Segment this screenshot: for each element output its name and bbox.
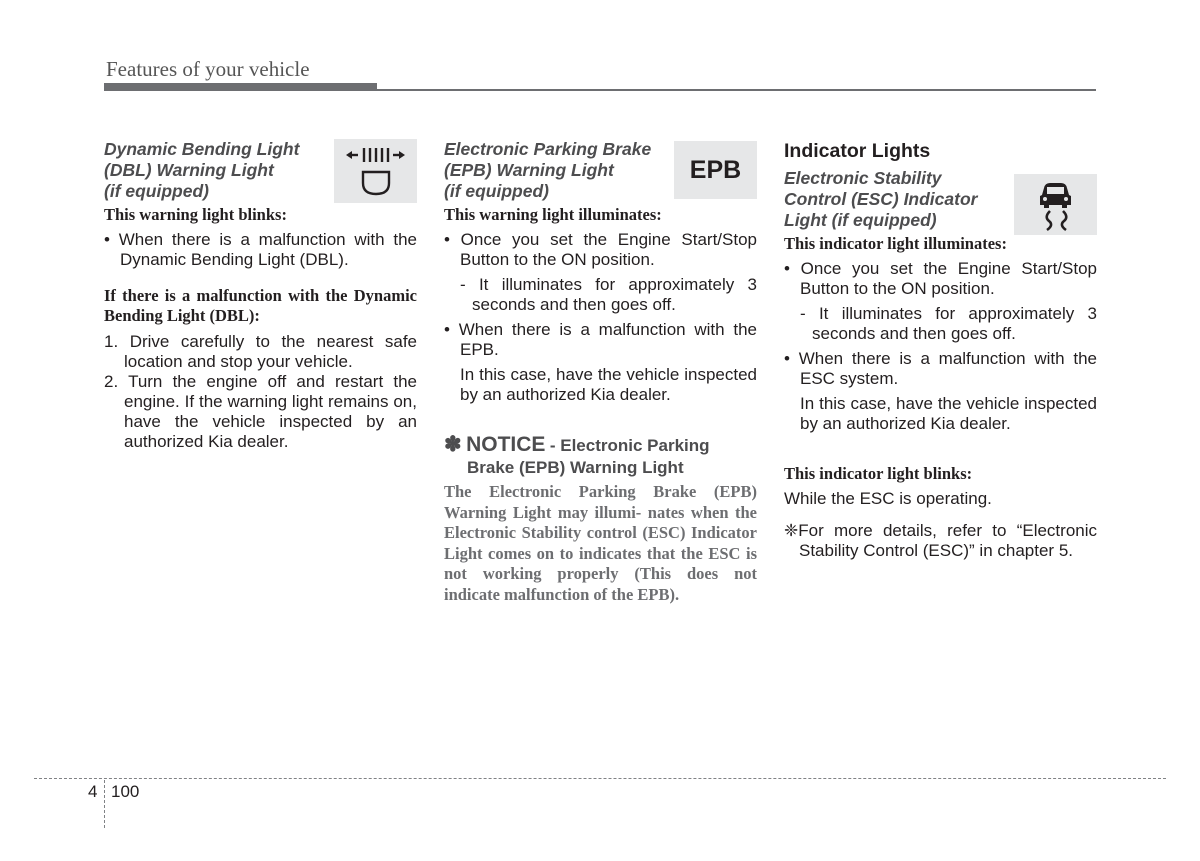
column-dbl (104, 139, 417, 452)
column-epb (444, 139, 757, 605)
esc-blink-text: While the ESC is operating. (784, 489, 992, 508)
dbl-lead-malfunction: If there is a malfunction with the Dynamic Bending Light (DBL): (104, 286, 417, 325)
esc-para-inspect: In this case, have the vehicle inspected by an authorized Kia dealer. (800, 394, 1097, 433)
notice-heading (444, 434, 757, 478)
chapter-number: 4 (88, 782, 98, 801)
epb-icon-text: EPB (689, 155, 742, 184)
epb-sub-duration: - It illuminates for approximately 3 seconds and then goes off. (460, 275, 757, 314)
notice-title-1: - Electronic Parking (549, 436, 710, 455)
dbl-section-title: Dynamic Bending Light (DBL) Warning Light (if equipped) (104, 139, 300, 201)
page-header-title: Features of your vehicle (106, 57, 310, 81)
esc-section-title: Electronic Stability Control (ESC) Indicator Light (if equipped) (784, 168, 978, 230)
esc-indicator-icon (1014, 174, 1097, 235)
column-esc (784, 139, 1097, 561)
epb-warning-icon (674, 141, 757, 199)
epb-para-inspect: In this case, have the vehicle inspected by an authorized Kia dealer. (460, 365, 757, 404)
notice-body: The Electronic Parking Brake (EPB) Warning Light may illumi- nates when the Electronic Stability control (ESC) Indicator Light comes on to indicates that the ESC is not working properly (This does not indicate malfunction of the EPB). (444, 482, 757, 604)
footer-divider (104, 780, 105, 828)
dbl-bullet-malfunction: • When there is a malfunction with the Dynamic Bending Light (DBL). (104, 230, 417, 269)
esc-bullet-start: • Once you set the Engine Start/Stop Button to the ON position. (784, 259, 1097, 298)
dbl-lead: This warning light blinks: (104, 205, 287, 224)
esc-bullet-malfunction: • When there is a malfunction with the ESC system. (784, 349, 1097, 388)
page-number: 100 (111, 782, 140, 801)
footer-rule (34, 778, 1166, 779)
header-rule (104, 89, 1096, 91)
epb-bullet-malfunction: • When there is a malfunction with the EPB. (444, 320, 757, 359)
epb-bullet-start: • Once you set the Engine Start/Stop Button to the ON position. (444, 230, 757, 269)
indicator-lights-heading: Indicator Lights (784, 140, 931, 162)
notice-box (444, 434, 757, 605)
dbl-step-2: 2. Turn the engine off and restart the engine. If the warning light remains on, have the vehicle inspected by an authorized Kia dealer. (104, 372, 417, 451)
notice-word: NOTICE (466, 433, 546, 456)
esc-lead: This indicator light illuminates: (784, 234, 1007, 253)
dbl-warning-icon (334, 139, 417, 203)
notice-title-2: Brake (EPB) Warning Light (467, 458, 684, 477)
epb-lead: This warning light illuminates: (444, 205, 662, 224)
epb-section-title: Electronic Parking Brake (EPB) Warning Light (if equipped) (444, 139, 652, 201)
esc-sub-duration: - It illuminates for approximately 3 seconds and then goes off. (800, 304, 1097, 343)
esc-reference: ❈For more details, refer to “Electronic Stability Control (ESC)” in chapter 5. (784, 521, 1097, 560)
dbl-step-1: 1. Drive carefully to the nearest safe location and stop your vehicle. (104, 332, 417, 371)
notice-symbol: ✽ (444, 433, 462, 456)
esc-lead-blinks: This indicator light blinks: (784, 464, 973, 483)
